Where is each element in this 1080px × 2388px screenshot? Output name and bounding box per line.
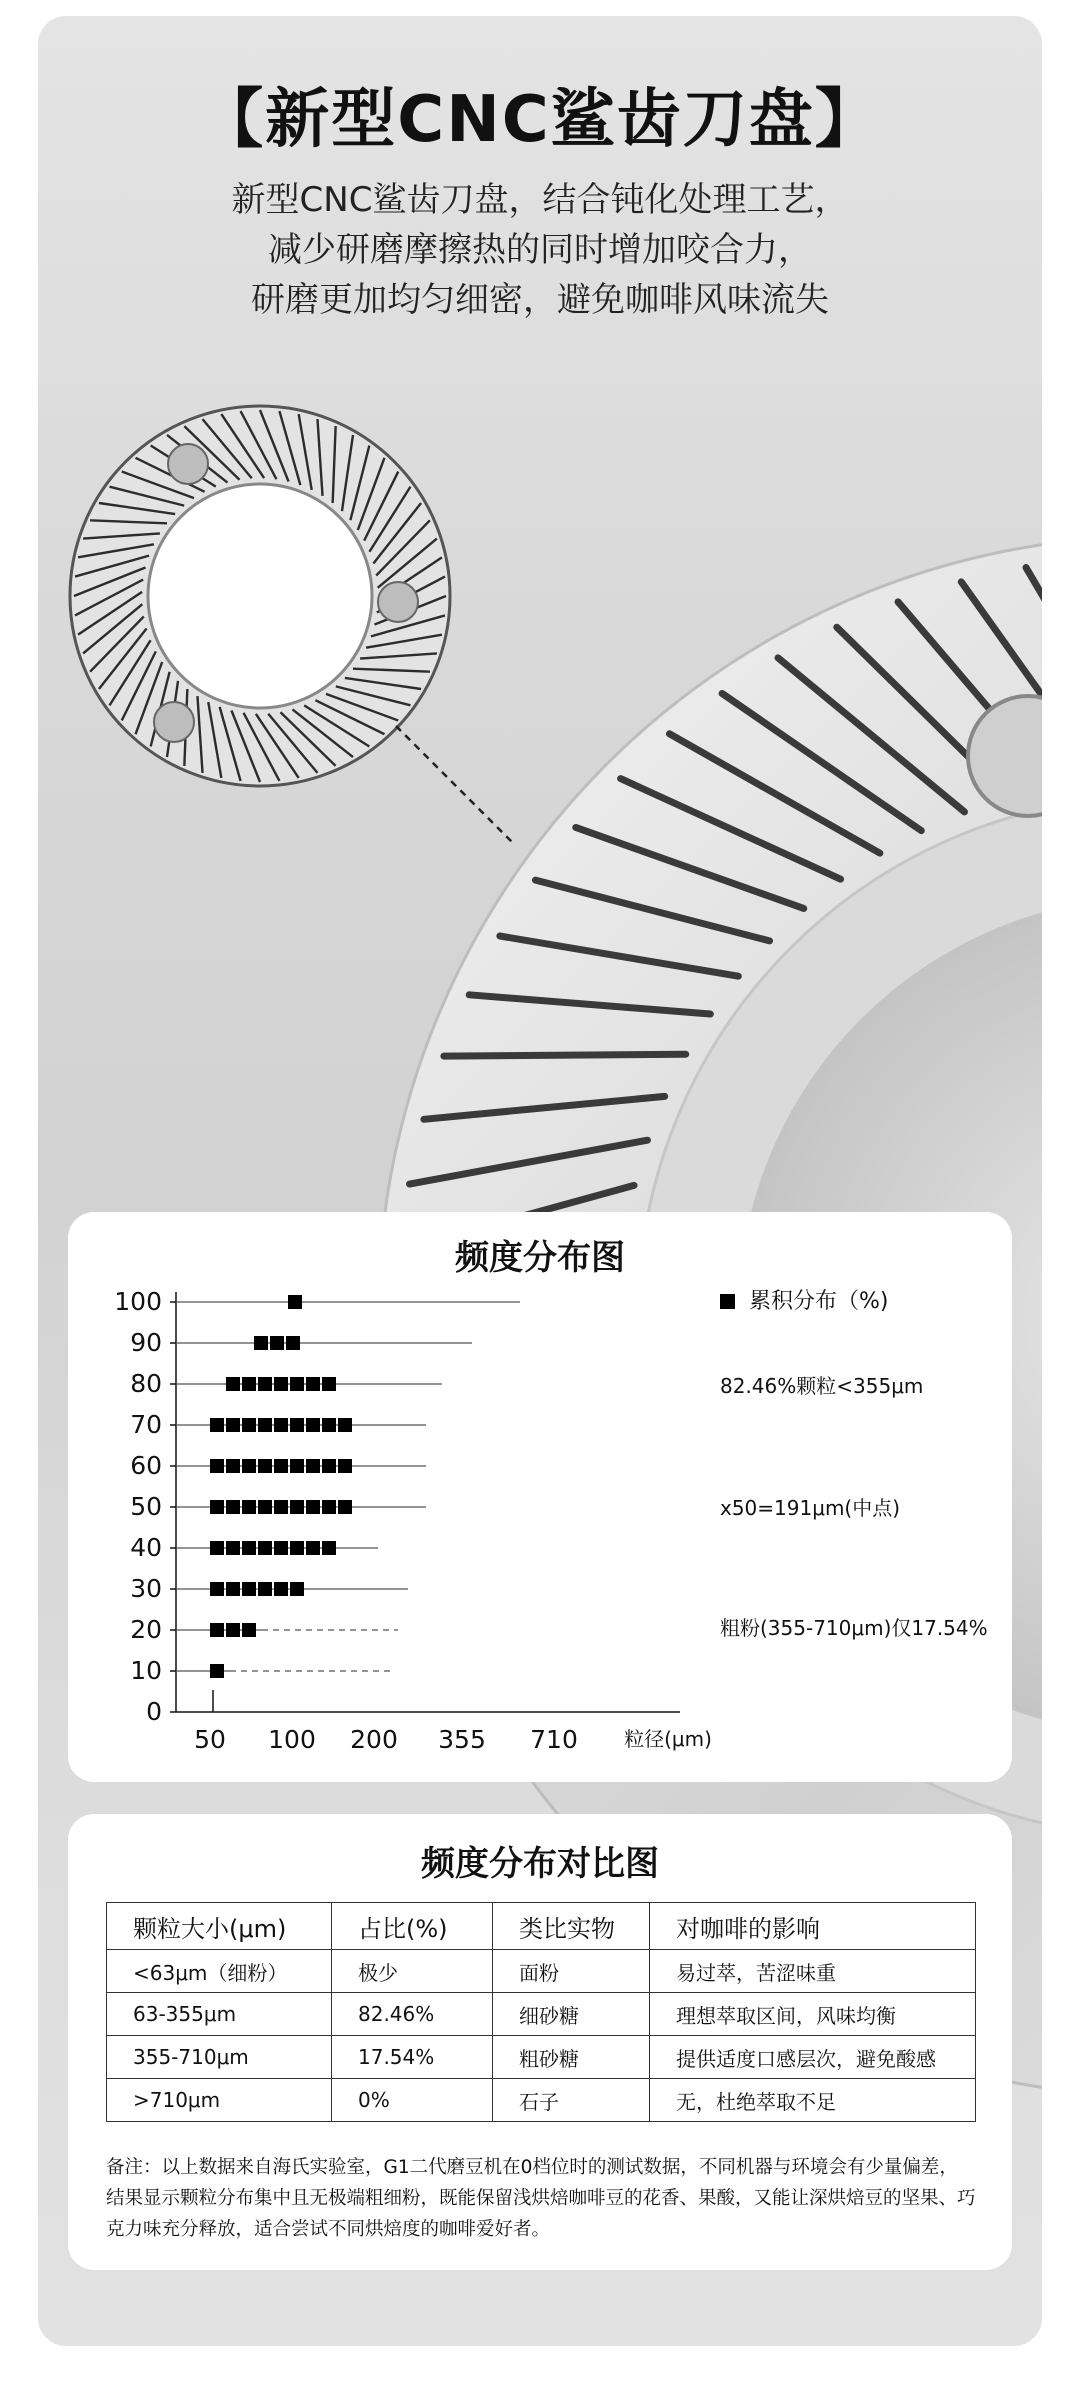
frequency-square: [270, 1336, 284, 1350]
frequency-square: [242, 1623, 256, 1637]
x-axis-label: 粒径(μm): [624, 1727, 712, 1751]
subtitle-line-1: 新型CNC鲨齿刀盘，结合钝化处理工艺，: [231, 180, 849, 220]
frequency-square: [290, 1541, 304, 1555]
table-cell: 0%: [332, 2079, 493, 2122]
frequency-square: [226, 1377, 240, 1391]
frequency-square: [274, 1418, 288, 1432]
x-tick-label: 710: [530, 1725, 578, 1754]
frequency-square: [306, 1459, 320, 1473]
y-tick-label: 40: [130, 1533, 162, 1562]
frequency-square: [274, 1459, 288, 1473]
frequency-square: [210, 1582, 224, 1596]
chart-annotation: 82.46%颗粒<355μm: [720, 1374, 924, 1398]
subtitle-line-2: 减少研磨摩擦热的同时增加咬合力，: [268, 230, 812, 270]
frequency-square: [226, 1582, 240, 1596]
table-cell: 无，杜绝萃取不足: [650, 2079, 976, 2122]
frequency-square: [226, 1541, 240, 1555]
frequency-square: [258, 1418, 272, 1432]
subtitle-line-3: 研磨更加均匀细密，避免咖啡风味流失: [251, 280, 829, 320]
frequency-square: [258, 1459, 272, 1473]
table-cell: 82.46%: [332, 1993, 493, 2036]
chart-annotation: 粗粉(355-710μm)仅17.54%: [720, 1616, 988, 1640]
frequency-square: [306, 1500, 320, 1514]
x-tick-label: 100: [268, 1725, 316, 1754]
frequency-square: [290, 1377, 304, 1391]
frequency-square: [274, 1582, 288, 1596]
frequency-square: [258, 1377, 272, 1391]
table-cell: <63μm（细粉）: [107, 1950, 332, 1993]
table-cell: 355-710μm: [107, 2036, 332, 2079]
y-tick-label: 70: [130, 1410, 162, 1439]
frequency-chart-card: [68, 1212, 1012, 1782]
frequency-square: [210, 1500, 224, 1514]
frequency-square: [226, 1500, 240, 1514]
x-tick-label: 355: [438, 1725, 486, 1754]
frequency-square: [242, 1582, 256, 1596]
frequency-square: [258, 1541, 272, 1555]
table-cell: 易过萃，苦涩味重: [650, 1950, 976, 1993]
frequency-square: [306, 1541, 320, 1555]
frequency-square: [274, 1541, 288, 1555]
frequency-square: [242, 1459, 256, 1473]
table-cell: >710μm: [107, 2079, 332, 2122]
frequency-square: [210, 1459, 224, 1473]
table-cell: 极少: [332, 1950, 493, 1993]
frequency-square: [306, 1418, 320, 1432]
table-header-row: [107, 1903, 976, 1950]
table-cell: 粗砂糖: [493, 2036, 650, 2079]
frequency-square: [290, 1500, 304, 1514]
y-tick-label: 20: [130, 1615, 162, 1644]
frequency-square: [338, 1459, 352, 1473]
frequency-square: [210, 1664, 224, 1678]
frequency-square: [286, 1336, 300, 1350]
page-title: 【新型CNC鲨齿刀盘】: [199, 83, 881, 157]
table-cell: 提供适度口感层次，避免酸感: [650, 2036, 976, 2079]
frequency-square: [226, 1418, 240, 1432]
x-tick-label: 50: [194, 1725, 226, 1754]
y-tick-label: 30: [130, 1574, 162, 1603]
frequency-square: [306, 1377, 320, 1391]
frequency-square: [254, 1336, 268, 1350]
table-cell: 63-355μm: [107, 1993, 332, 2036]
frequency-square: [242, 1418, 256, 1432]
y-tick-label: 10: [130, 1656, 162, 1685]
frequency-square: [322, 1500, 336, 1514]
frequency-square: [242, 1377, 256, 1391]
chart-legend: [720, 1284, 889, 1315]
table-cell: 17.54%: [332, 2036, 493, 2079]
chart-title: 频度分布图: [455, 1238, 625, 1278]
frequency-square: [338, 1418, 352, 1432]
table-row: [107, 2079, 976, 2122]
frequency-square: [210, 1418, 224, 1432]
frequency-square: [322, 1459, 336, 1473]
product-panel: [38, 16, 1042, 2346]
burr-tooth: [444, 1054, 686, 1056]
comparison-table: [106, 1902, 976, 2122]
table-row: [107, 1950, 976, 1993]
frequency-square: [338, 1500, 352, 1514]
column-header: 占比(%): [332, 1903, 493, 1950]
frequency-square: [258, 1582, 272, 1596]
frequency-square: [322, 1541, 336, 1555]
y-tick-label: 50: [130, 1492, 162, 1521]
legend-square-icon: [720, 1294, 735, 1309]
frequency-square: [226, 1459, 240, 1473]
frequency-square: [274, 1377, 288, 1391]
frequency-square: [322, 1377, 336, 1391]
frequency-square: [226, 1623, 240, 1637]
column-header: 对咖啡的影响: [650, 1903, 976, 1950]
column-header: 颗粒大小(μm): [107, 1903, 332, 1950]
frequency-square: [210, 1623, 224, 1637]
frequency-square: [290, 1459, 304, 1473]
x-tick-label: 200: [350, 1725, 398, 1754]
frequency-square: [242, 1541, 256, 1555]
remark-note: 备注：以上数据来自海氏实验室，G1二代磨豆机在0档位时的测试数据，不同机器与环境会有少量偏差，结果显示颗粒分布集中且无极端粗细粉，既能保留浅烘焙咖啡豆的花香、果酸，又能让深烘焙豆的坚果、巧克力味充分释放，适合尝试不同烘焙度的咖啡爱好者。: [106, 2157, 976, 2240]
frequency-square: [290, 1582, 304, 1596]
table-cell: 细砂糖: [493, 1993, 650, 2036]
frequency-square: [288, 1295, 302, 1309]
comparison-card: [68, 1814, 1012, 2270]
table-cell: 理想萃取区间，风味均衡: [650, 1993, 976, 2036]
table-cell: 石子: [493, 2079, 650, 2122]
column-header: 类比实物: [493, 1903, 650, 1950]
comparison-title: 频度分布对比图: [421, 1844, 659, 1884]
y-tick-label: 80: [130, 1369, 162, 1398]
y-tick-label: 60: [130, 1451, 162, 1480]
chart-annotation: x50=191μm(中点): [720, 1496, 901, 1520]
frequency-square: [258, 1500, 272, 1514]
frequency-square: [322, 1418, 336, 1432]
y-tick-label: 90: [130, 1328, 162, 1357]
frequency-square: [274, 1500, 288, 1514]
frequency-square: [242, 1500, 256, 1514]
table-row: [107, 1993, 976, 2036]
frequency-square: [290, 1418, 304, 1432]
legend-label: 累积分布（%): [749, 1289, 889, 1314]
frequency-square: [210, 1541, 224, 1555]
table-row: [107, 2036, 976, 2079]
y-tick-label: 0: [146, 1697, 162, 1726]
y-tick-label: 100: [114, 1287, 162, 1316]
table-cell: 面粉: [493, 1950, 650, 1993]
